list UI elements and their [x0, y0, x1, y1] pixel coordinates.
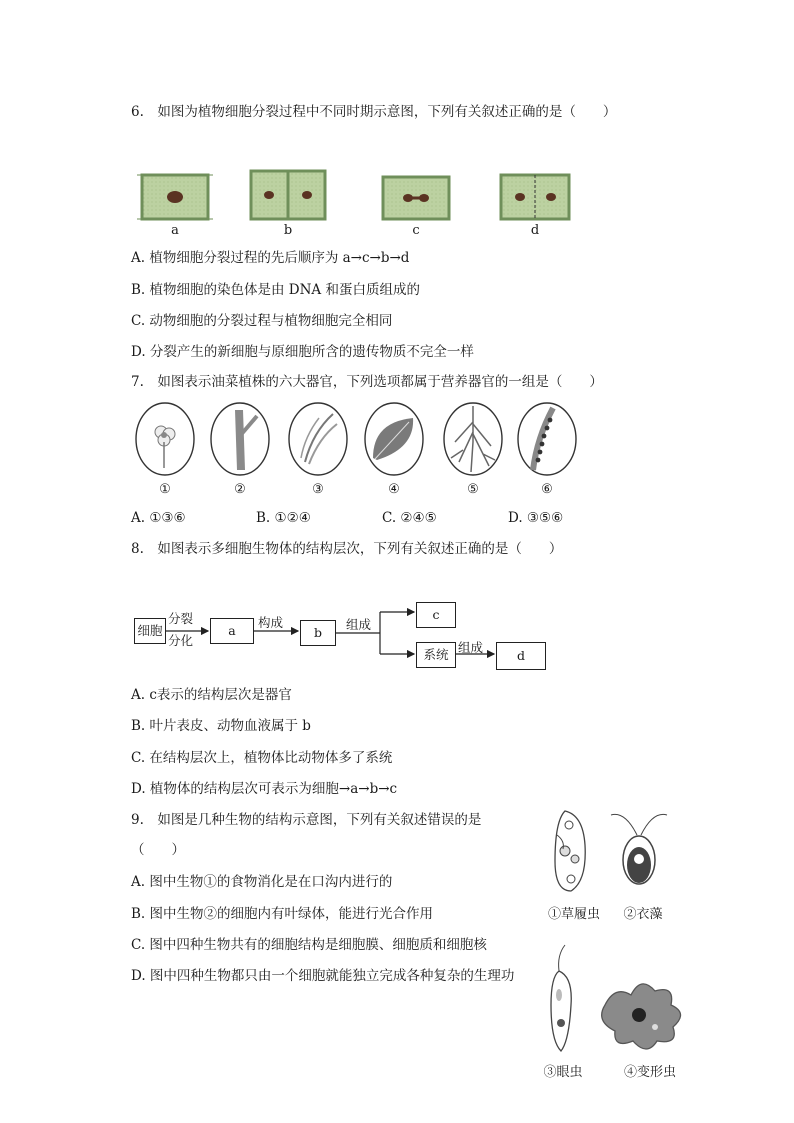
euglena-image	[551, 945, 571, 1051]
cell-box: 细胞	[134, 618, 166, 644]
q8-option-b: B. 叶片表皮、动物血液属于 b	[131, 718, 311, 734]
q9-option-b: B. 图中生物②的细胞内有叶绿体，能进行光合作用	[131, 906, 434, 922]
paramecium-image	[555, 811, 585, 891]
q6-option-c: C. 动物细胞的分裂过程与植物细胞完全相同	[131, 313, 393, 329]
differentiation-label: 分化	[168, 633, 194, 648]
organ-label-3: ③	[312, 482, 324, 497]
organism-label-2: ②衣藻	[623, 907, 663, 922]
box-b: b	[300, 620, 336, 646]
q9-stem-line2: （ ）	[131, 842, 185, 858]
q8-option-d: D. 植物体的结构层次可表示为细胞→a→b→c	[131, 781, 398, 797]
compose-label-1: 组成	[346, 617, 372, 632]
q9-option-a: A. 图中生物①的食物消化是在口沟内进行的	[131, 874, 393, 890]
q7-option-a: A. ①③⑥	[131, 510, 186, 526]
organ-label-5: ⑤	[467, 482, 479, 497]
cell-b-image	[251, 171, 325, 219]
compose-label-2: 组成	[458, 640, 484, 655]
cell-d-image	[501, 175, 569, 219]
q9-organisms-figure	[535, 805, 705, 1085]
q6-figure	[135, 165, 585, 245]
box-a: a	[210, 618, 254, 644]
system-box: 系统	[416, 642, 456, 668]
organ-label-1: ①	[159, 482, 171, 497]
organ-label-4: ④	[388, 482, 400, 497]
leaf-organ-image	[365, 403, 423, 475]
figure-label-a: a	[171, 223, 179, 238]
q7-option-d: D. ③⑤⑥	[508, 510, 564, 526]
stem-organ-image	[211, 403, 269, 475]
box-d: d	[496, 642, 546, 670]
organism-label-3: ③眼虫	[543, 1065, 583, 1080]
flower-organ-image	[136, 403, 194, 475]
figure-label-d: d	[530, 223, 540, 238]
q8-stem: 8. 如图表示多细胞生物体的结构层次，下列有关叙述正确的是（ ）	[131, 541, 563, 557]
organism-label-4: ④变形虫	[623, 1065, 676, 1080]
q6-stem: 6. 如图为植物细胞分裂过程中不同时期示意图，下列有关叙述正确的是（ ）	[131, 104, 617, 120]
organ-label-2: ②	[234, 482, 246, 497]
q9-stem-line1: 9. 如图是几种生物的结构示意图，下列有关叙述错误的是	[131, 812, 482, 828]
form-label: 构成	[258, 615, 284, 630]
q6-option-d: D. 分裂产生的新细胞与原细胞所含的遗传物质不完全一样	[131, 344, 474, 360]
division-label: 分裂	[168, 611, 194, 626]
q8-option-c: C. 在结构层次上，植物体比动物体多了系统	[131, 750, 393, 766]
cell-a-image	[137, 175, 213, 219]
q6-option-b: B. 植物细胞的染色体是由 DNA 和蛋白质组成的	[131, 282, 420, 298]
cell-c-image	[383, 177, 449, 219]
fruit-organ-image	[289, 403, 347, 475]
root-organ-image	[444, 403, 502, 475]
q7-figure	[133, 402, 583, 502]
plant-cell-division-figure	[135, 165, 585, 225]
unicellular-organisms-image	[535, 805, 705, 1085]
structure-level-diagram	[130, 598, 560, 673]
q9-option-c: C. 图中四种生物共有的细胞结构是细胞膜、细胞质和细胞核	[131, 937, 487, 953]
organism-label-1: ①草履虫	[547, 907, 600, 922]
q7-option-b: B. ①②④	[256, 510, 311, 526]
seed-organ-image	[518, 403, 576, 475]
organ-label-6: ⑥	[541, 482, 553, 497]
figure-label-b: b	[283, 223, 293, 238]
q8-option-a: A. c表示的结构层次是器官	[131, 687, 292, 703]
q9-option-d: D. 图中四种生物都只由一个细胞就能独立完成各种复杂的生理功	[131, 968, 515, 984]
q6-option-a: A. 植物细胞分裂过程的先后顺序为 a→c→b→d	[131, 250, 410, 266]
q7-option-c: C. ②④⑤	[382, 510, 437, 526]
amoeba-image	[602, 984, 681, 1049]
box-c: c	[416, 602, 456, 628]
rapeseed-organs-figure	[133, 402, 583, 478]
chlamydomonas-image	[611, 814, 667, 884]
figure-label-c: c	[412, 223, 420, 238]
q7-stem: 7. 如图表示油菜植株的六大器官，下列选项都属于营养器官的一组是（ ）	[131, 374, 603, 390]
